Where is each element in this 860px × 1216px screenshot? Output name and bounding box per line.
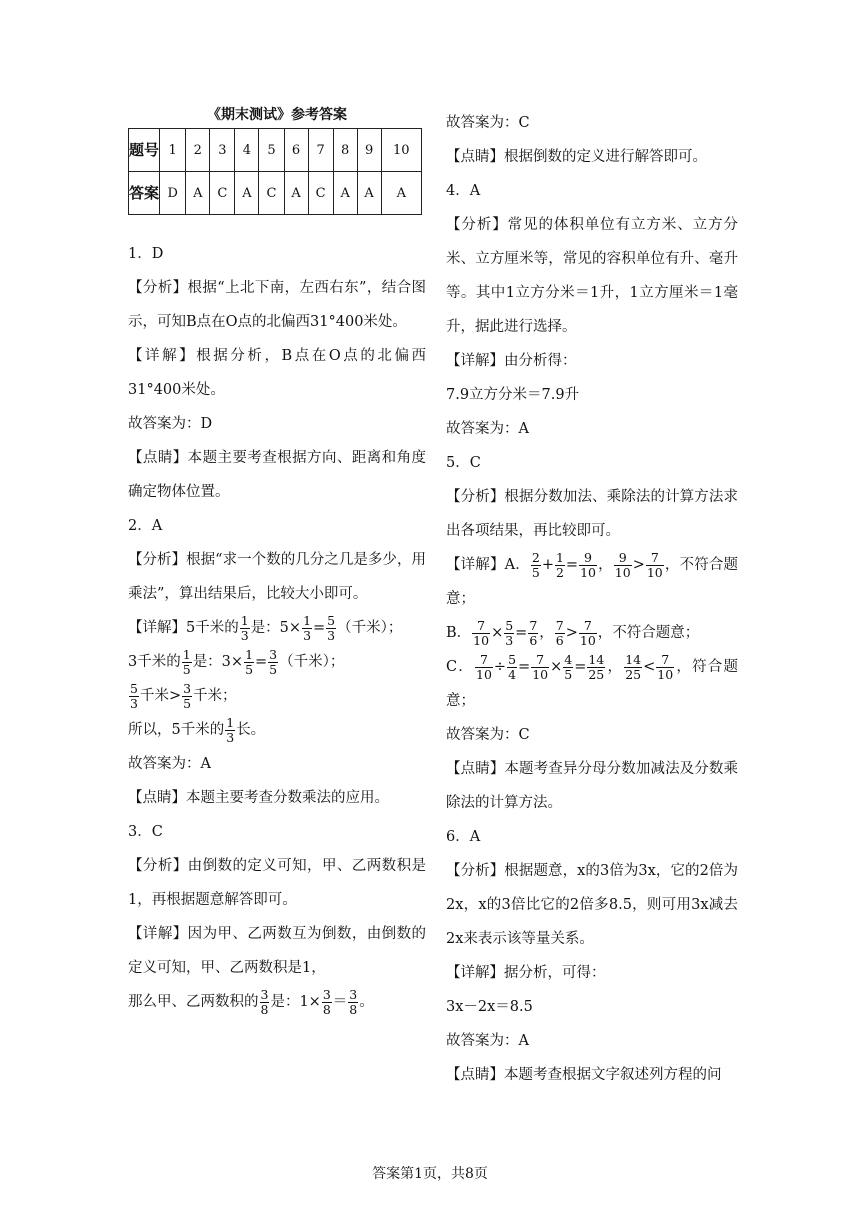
number-row: [129, 129, 422, 172]
page-footer: 答案第1页，共8页: [372, 1166, 488, 1182]
answer-table: [128, 128, 422, 215]
q4-answer: 故答案为：A: [446, 421, 529, 437]
cell-answer: A: [333, 172, 357, 215]
cell-number: 9: [357, 129, 381, 172]
cell-answer: A: [235, 172, 259, 215]
fraction-1-3: $\frac{1}{3}$: [240, 612, 249, 643]
cell-number: 4: [235, 129, 259, 172]
cell-number: 8: [333, 129, 357, 172]
q1-answer: 故答案为：D: [128, 416, 213, 432]
q2-analysis: 【分析】根据“求一个数的几分之几是多少，用乘法”，算出结果后，比较大小即可。: [128, 552, 426, 602]
q4-analysis: 【分析】常见的体积单位有立方米、立方分米、立方厘米等，常见的容积单位有升、毫升等。其中1立方分米＝1升，1立方厘米＝1毫升，据此进行选择。: [446, 217, 738, 335]
q6-answer: 故答案为：A: [446, 1033, 529, 1049]
q3-comment: 【点睛】根据倒数的定义进行解答即可。: [446, 149, 707, 165]
q2-comment: 【点睛】本题主要考查分数乘法的应用。: [128, 790, 389, 806]
cell-answer: A: [186, 172, 210, 215]
page-title: 《期末测试》参考答案: [207, 107, 347, 123]
q2-detail-line2: 3千米的 $\frac{1}{5}$ 是：3× $\frac{1}{5}$ = $\frac{3}{5}$ （千米）；: [128, 646, 345, 677]
cell-answer: A: [284, 172, 308, 215]
q1-detail: 【详解】根据分析，B点在O点的北偏西31°400米处。: [128, 348, 426, 398]
q5-option-c: C． $\frac{7}{10}$ ÷ $\frac{5}{4}$ = $\frac{7}{10}$ × $\frac{4}{5}$ = $\frac{14}{25}$ ， $\frac{14}{25}$ < $\frac{7}{10}$ ，符合题意；: [446, 651, 738, 709]
cell-number: 10: [381, 129, 421, 172]
q3-heading: 3．C: [128, 824, 163, 840]
q6-comment: 【点睛】本题考查根据文字叙述列方程的问: [446, 1067, 722, 1083]
q4-detail: 【详解】由分析得：: [446, 353, 577, 369]
q3-detail-line2: 那么甲、乙两数积的 $\frac{3}{8}$ 是：1× $\frac{3}{8}$ ＝ $\frac{3}{8}$ 。: [128, 986, 374, 1017]
q1-comment: 【点睛】本题主要考查根据方向、距离和角度确定物体位置。: [128, 450, 426, 500]
right-column: [446, 106, 738, 1092]
row-header-answer: 答案: [129, 172, 160, 215]
cell-answer: C: [308, 172, 333, 215]
cell-answer: D: [160, 172, 186, 215]
cell-answer: A: [357, 172, 381, 215]
q3-answer: 故答案为：C: [446, 115, 530, 131]
cell-answer: A: [381, 172, 421, 215]
q6-equation: 3x－2x＝8.5: [446, 999, 533, 1015]
q1-heading: 1．D: [128, 246, 164, 262]
cell-number: 5: [259, 129, 284, 172]
q6-heading: 6．A: [446, 829, 481, 845]
answer-row: [129, 172, 422, 215]
cell-number: 1: [160, 129, 186, 172]
q4-equation: 7.9立方分米＝7.9升: [446, 387, 580, 403]
cell-number: 7: [308, 129, 333, 172]
q5-option-a: 【详解】A． $\frac{2}{5}$ + $\frac{1}{2}$ = $\frac{9}{10}$ ， $\frac{9}{10}$ > $\frac{7}{10}$ ，不符合题意；: [446, 549, 738, 607]
q2-detail-line1: 【详解】5千米的 $\frac{1}{3}$ 是：5× $\frac{1}{3}$ = $\frac{5}{3}$ （千米）；: [128, 612, 403, 643]
cell-number: 6: [284, 129, 308, 172]
q2-heading: 2．A: [128, 518, 163, 534]
left-column: [128, 106, 426, 1019]
q6-analysis: 【分析】根据题意，x的3倍为3x，它的2倍为2x，x的3倍比它的2倍多8.5，则可用3x减去2x来表示该等量关系。: [446, 863, 738, 947]
q5-analysis: 【分析】根据分数加法、乘除法的计算方法求出各项结果，再比较即可。: [446, 489, 738, 539]
q2-detail-line4: 所以，5千米的 $\frac{1}{3}$ 长。: [128, 714, 266, 745]
q5-comment: 【点睛】本题考查异分母分数加减法及分数乘除法的计算方法。: [446, 761, 738, 811]
cell-answer: C: [259, 172, 284, 215]
q2-answer: 故答案为：A: [128, 756, 211, 772]
q5-heading: 5．C: [446, 455, 481, 471]
q1-analysis: 【分析】根据“上北下南，左西右东”，结合图示，可知B点在O点的北偏西31°400米处。: [128, 280, 426, 330]
q2-detail-line3: $\frac{5}{3}$ 千米> $\frac{3}{5}$ 千米；: [130, 680, 237, 711]
cell-answer: C: [210, 172, 235, 215]
q4-heading: 4．A: [446, 183, 481, 199]
row-header-number: 题号: [129, 129, 160, 172]
cell-number: 2: [186, 129, 210, 172]
q5-option-b: B． $\frac{7}{10}$ × $\frac{5}{3}$ = $\frac{7}{6}$ ， $\frac{7}{6}$ > $\frac{7}{10}$ ，不符合题意；: [446, 617, 700, 648]
cell-number: 3: [210, 129, 235, 172]
q5-answer: 故答案为：C: [446, 727, 530, 743]
q3-detail: 【详解】因为甲、乙两数互为倒数，由倒数的定义可知，甲、乙两数积是1，: [128, 926, 426, 976]
q6-detail: 【详解】据分析，可得：: [446, 965, 606, 981]
q3-analysis: 【分析】由倒数的定义可知，甲、乙两数积是1，再根据题意解答即可。: [128, 858, 426, 908]
